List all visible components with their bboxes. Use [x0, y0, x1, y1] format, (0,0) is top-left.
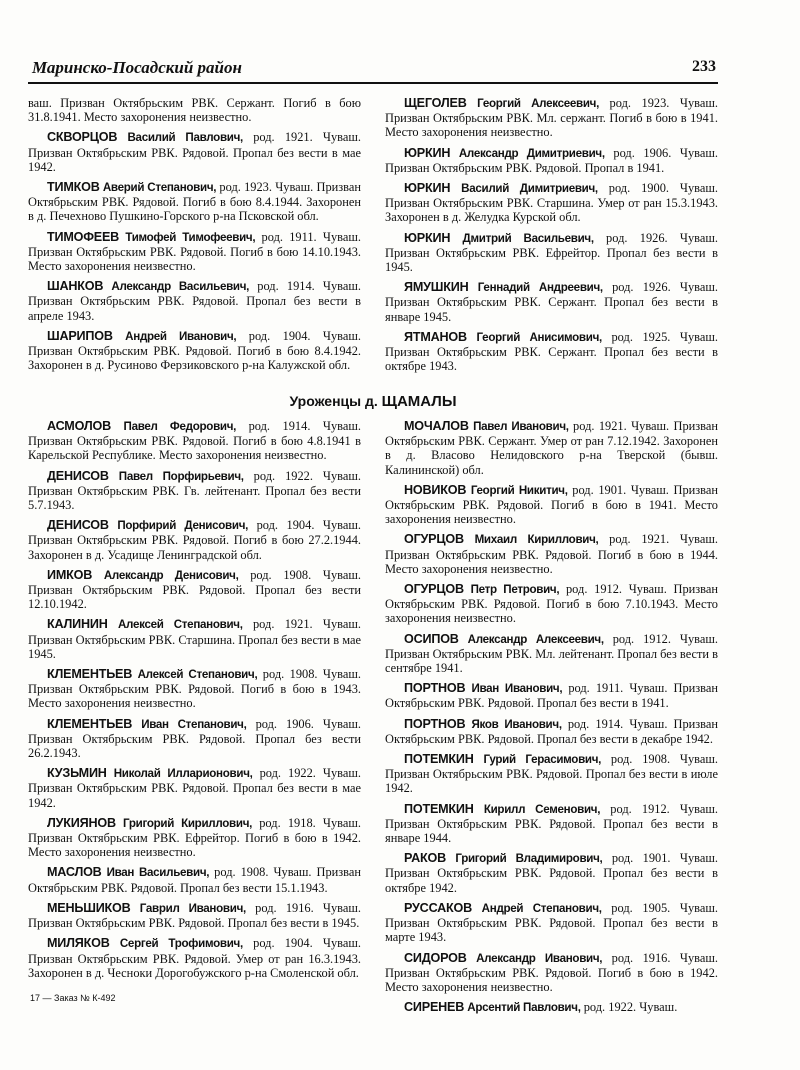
person-given-name: Павел Иванович, [473, 420, 569, 433]
person-details: род. 1904. Чуваш. Призван Октябрьским РВК. Рядовой. Умер от ран 16.3.1943. Захоронен в д. Чесноки Дорогобужского р-на Смоленской обл. [28, 936, 361, 980]
person-entry [385, 280, 718, 324]
print-order-note: 17 — Заказ № К-492 [30, 993, 116, 1003]
person-details: род. 1908. Чуваш. Призван Октябрьским РВК. Рядовой. Погиб в бою в 1943. Место захоронения неизвестно. [28, 667, 362, 711]
person-surname: ИМКОВ [47, 567, 93, 582]
person-entry [385, 483, 718, 527]
person-given-name: Николай Илларионович, [113, 767, 253, 781]
person-surname: ДЕНИСОВ [47, 468, 109, 483]
person-surname: КАЛИНИН [47, 617, 108, 632]
person-details: род. 1912. Чуваш. Призван Октябрьским РВК. Мл. лейтенант. Пропал без вести в сентябре 1941. [385, 631, 718, 676]
person-details: род. 1908. Чуваш. Призван Октябрьским РВК. Рядовой. Пропал без вести в июле 1942. [385, 752, 718, 796]
person-given-name: Аверий Степанович, [102, 181, 217, 195]
person-given-name: Арсентий Павлович, [467, 1001, 581, 1015]
bottom-left-column [28, 419, 361, 986]
person-details: род. 1922. Чуваш. Призван Октябрьским РВК. Гв. лейтенант. Пропал без вести 5.7.1943. [28, 468, 361, 513]
person-given-name: Андрей Иванович, [125, 329, 237, 343]
person-details: род. 1914. Чуваш. Призван Октябрьским РВК. Рядовой. Пропал без вести в декабре 1942. [385, 716, 719, 746]
person-details: род. 1912. Чуваш. Призван Октябрьским РВК. Рядовой. Пропал без вести в январе 1944. [385, 801, 718, 846]
person-details: род. 1916. Чуваш. Призван Октябрьским РВК. Рядовой. Пропал без вести в 1945. [28, 900, 361, 931]
person-surname: ПОТЕМКИН [404, 752, 474, 767]
person-details: род. 1922. Чуваш. Призван Октябрьским РВК. Рядовой. Пропал без вести в мае 1942. [28, 766, 361, 810]
person-entry [385, 181, 718, 225]
person-given-name: Александр Васильевич, [111, 280, 250, 294]
person-entry [385, 582, 718, 626]
person-given-name: Павел Порфирьевич, [118, 469, 244, 483]
person-given-name: Алексей Степанович, [137, 668, 258, 682]
person-given-name: Яков Иванович, [471, 717, 562, 731]
person-surname: ШАНКОВ [47, 279, 104, 294]
person-surname: ЯМУШКИН [404, 280, 469, 295]
person-entry [28, 667, 361, 711]
person-entry [28, 130, 361, 174]
person-surname: МИЛЯКОВ [47, 936, 110, 951]
person-surname: ЮРКИН [404, 230, 451, 245]
person-entry [385, 752, 718, 796]
person-surname: РУССАКОВ [404, 900, 473, 915]
person-details: род. 1901. Чуваш. Призван Октябрьским РВК. Рядовой. Пропал без вести в октябре 1942. [385, 851, 718, 895]
top-right-column [385, 96, 718, 379]
person-given-name: Порфирий Денисович, [117, 519, 249, 533]
person-entry [385, 681, 718, 710]
running-header [28, 58, 718, 84]
person-surname: ЯТМАНОВ [404, 329, 467, 344]
person-given-name: Василий Павлович, [127, 131, 243, 145]
person-surname: РАКОВ [404, 851, 446, 866]
person-entry [385, 231, 718, 275]
person-given-name: Геннадий Андреевич, [477, 281, 603, 295]
person-surname: ТИМКОВ [47, 180, 100, 195]
person-surname: МЕНЬШИКОВ [47, 900, 131, 915]
person-given-name: Григорий Владимирович, [455, 852, 603, 866]
person-entry [28, 766, 361, 810]
person-details: род. 1923. Чуваш. Призван Октябрьским РВК. Рядовой. Погиб в бою 8.4.1944. Захоронен в д. Печехново Пушкино-Горского р-на Псковской обл. [28, 180, 361, 224]
person-surname: МАСЛОВ [47, 865, 102, 880]
person-entry [385, 717, 718, 746]
person-given-name: Александр Алексеевич, [467, 632, 604, 646]
section-heading [28, 393, 718, 410]
person-surname: ОСИПОВ [404, 631, 459, 646]
person-details: род. 1912. Чуваш. Призван Октябрьским РВК. Рядовой. Погиб в бою 7.10.1943. Место захоронения неизвестно. [385, 582, 718, 626]
person-given-name: Александр Денисович, [103, 568, 239, 582]
person-entry [385, 1000, 718, 1015]
person-details: род. 1921. Чуваш. Призван Октябрьским РВК. Сержант. Умер от ран 7.12.1942. Захоронен в д. Власово Нелидовского р-на Тверской (бывш. Калининской) обл. [385, 419, 718, 477]
person-details: род. 1922. Чуваш. [580, 1000, 678, 1015]
person-details: род. 1921. Чуваш. Призван Октябрьским РВК. Рядовой. Погиб в бою в 1944. Место захоронения неизвестно. [385, 532, 718, 576]
person-surname: ШАРИПОВ [47, 328, 113, 343]
person-given-name: Иван Васильевич, [106, 866, 210, 880]
person-entry [28, 816, 361, 860]
person-entry [385, 532, 718, 576]
person-given-name: Георгий Алексеевич, [477, 97, 600, 110]
person-given-name: Дмитрий Васильевич, [462, 231, 594, 245]
person-surname: ПОТЕМКИН [404, 801, 474, 816]
person-surname: ОГУРЦОВ [404, 532, 464, 547]
person-entry [28, 230, 361, 274]
person-surname: НОВИКОВ [404, 482, 467, 497]
person-surname: СКВОРЦОВ [47, 130, 118, 145]
person-surname: ПОРТНОВ [404, 681, 466, 696]
person-entry [28, 568, 361, 612]
person-surname: КЛЕМЕНТЬЕВ [47, 716, 133, 731]
person-entry [385, 146, 718, 175]
person-given-name: Кирилл Семенович, [483, 802, 601, 816]
person-details: род. 1904. Чуваш. Призван Октябрьским РВК. Рядовой. Погиб в бою 8.4.1942. Захоронен в д. Русиново Ферзиковского р-на Калужской обл. [28, 328, 361, 373]
person-entry [28, 518, 361, 562]
person-details: ваш. Призван Октябрьским РВК. Сержант. Погиб в бою 31.8.1941. Место захоронения неизвестно. [28, 96, 361, 125]
person-given-name: Георгий Анисимович, [476, 330, 602, 344]
person-given-name: Гурий Герасимович, [483, 753, 602, 767]
person-entry [28, 279, 361, 323]
district-title: Маринско-Посадский район [32, 58, 242, 77]
person-entry [28, 329, 361, 373]
person-surname: КУЗЬМИН [47, 766, 107, 781]
person-surname: СИДОРОВ [404, 950, 467, 965]
person-surname: ТИМОФЕЕВ [47, 229, 120, 244]
person-surname: ЮРКИН [404, 145, 451, 160]
person-entry [28, 469, 361, 513]
person-details: род. 1908. Чуваш. Призван Октябрьским РВК. Рядовой. Пропал без вести 15.1.1943. [28, 865, 361, 895]
person-details: род. 1921. Чуваш. Призван Октябрьским РВК. Рядовой. Пропал без вести в мае 1942. [28, 130, 361, 174]
person-entry [385, 802, 718, 846]
person-given-name: Иван Иванович, [471, 682, 563, 696]
person-given-name: Георгий Никитич, [470, 483, 568, 497]
person-given-name: Василий Димитриевич, [461, 182, 598, 196]
person-entry [28, 865, 361, 894]
person-details: род. 1906. Чуваш. Призван Октябрьским РВК. Рядовой. Пропал в 1941. [385, 145, 718, 175]
person-details: род. 1923. Чуваш. Призван Октябрьским РВК. Мл. сержант. Погиб в бою в 1941. Место захоронения неизвестно. [385, 96, 718, 140]
person-surname: СИРЕНЕВ [404, 1000, 465, 1015]
person-surname: КЛЕМЕНТЬЕВ [47, 667, 133, 682]
person-given-name: Петр Петрович, [470, 583, 560, 597]
person-entry [385, 330, 718, 374]
person-details: род. 1914. Чуваш. Призван Октябрьским РВК. Рядовой. Погиб в бою 4.8.1941 в Карельской Республике. Место захоронения неизвестно. [28, 419, 361, 463]
person-details: род. 1921. Чуваш. Призван Октябрьским РВК. Старшина. Пропал без вести в мае 1945. [28, 617, 361, 661]
person-entry [28, 901, 361, 930]
person-given-name: Гаврил Иванович, [139, 901, 246, 915]
person-entry [28, 419, 361, 463]
person-surname: ЛУКИЯНОВ [47, 815, 116, 830]
person-details: род. 1905. Чуваш. Призван Октябрьским РВК. Рядовой. Пропал без вести в марте 1943. [385, 900, 718, 945]
person-details: род. 1916. Чуваш. Призван Октябрьским РВК. Рядовой. Погиб в бою в 1942. Место захоронения неизвестно. [385, 950, 718, 994]
person-entry [385, 96, 718, 140]
person-entry [28, 936, 361, 980]
person-entry [385, 419, 718, 477]
person-given-name: Александр Димитриевич, [458, 146, 605, 160]
person-entry [385, 632, 718, 676]
person-surname: ОГУРЦОВ [404, 582, 464, 597]
page-number: 233 [692, 58, 716, 75]
person-given-name: Иван Степанович, [141, 717, 247, 731]
person-surname: АСМОЛОВ [47, 419, 112, 433]
section-prefix: Уроженцы д. [289, 393, 378, 409]
person-surname: ЮРКИН [404, 181, 451, 196]
person-entry [28, 717, 361, 761]
person-entry [28, 180, 361, 224]
person-given-name: Андрей Степанович, [481, 901, 602, 915]
section-village-name: ЩАМАЛЫ [381, 393, 457, 410]
person-details: род. 1906. Чуваш. Призван Октябрьским РВК. Рядовой. Пропал без вести 26.2.1943. [28, 716, 362, 761]
person-given-name: Григорий Кириллович, [123, 816, 253, 830]
person-given-name: Сергей Трофимович, [119, 937, 243, 951]
person-given-name: Михаил Кириллович, [474, 533, 599, 547]
person-surname: ЩЕГОЛЕВ [404, 96, 467, 110]
person-details: род. 1926. Чуваш. Призван Октябрьским РВК. Сержант. Пропал без вести в январе 1945. [385, 280, 718, 324]
person-entry [28, 96, 361, 124]
person-entry [385, 851, 718, 895]
person-details: род. 1911. Чуваш. Призван Октябрьским РВК. Рядовой. Погиб в бою 14.10.1943. Место захоронения неизвестно. [28, 229, 361, 274]
person-surname: ДЕНИСОВ [47, 518, 109, 533]
person-given-name: Александр Иванович, [476, 951, 603, 965]
person-entry [385, 951, 718, 995]
person-details: род. 1904. Чуваш. Призван Октябрьским РВК. Рядовой. Погиб в бою 27.2.1944. Захоронен в д. Усадище Ленинградской обл. [28, 518, 361, 562]
person-details: род. 1914. Чуваш. Призван Октябрьским РВК. Рядовой. Пропал без вести в апреле 1943. [28, 279, 361, 323]
person-given-name: Алексей Степанович, [117, 618, 243, 632]
person-details: род. 1901. Чуваш. Призван Октябрьским РВК. Рядовой. Погиб в бою в 1941. Место захоронения неизвестно. [385, 482, 718, 527]
person-surname: ПОРТНОВ [404, 716, 466, 731]
top-left-column [28, 96, 361, 378]
person-details: род. 1911. Чуваш. Призван Октябрьским РВК. Рядовой. Пропал без вести в 1941. [385, 681, 718, 711]
person-given-name: Тимофей Тимофеевич, [125, 230, 256, 244]
person-details: род. 1918. Чуваш. Призван Октябрьским РВК. Ефрейтор. Погиб в бою в 1942. Место захоронения неизвестно. [28, 815, 361, 860]
bottom-right-column [385, 419, 718, 1021]
person-details: род. 1908. Чуваш. Призван Октябрьским РВК. Рядовой. Пропал без вести 12.10.1942. [28, 567, 361, 612]
book-page [28, 50, 718, 1060]
person-details: род. 1925. Чуваш. Призван Октябрьским РВК. Сержант. Пропал без вести в октябре 1943. [385, 329, 718, 374]
person-entry [28, 617, 361, 661]
person-surname: МОЧАЛОВ [404, 419, 469, 433]
person-given-name: Павел Федорович, [123, 420, 237, 433]
person-details: род. 1926. Чуваш. Призван Октябрьским РВК. Ефрейтор. Пропал без вести в 1945. [385, 230, 718, 275]
person-entry [385, 901, 718, 945]
person-details: род. 1900. Чуваш. Призван Октябрьским РВК. Старшина. Умер от ран 15.3.1943. Захоронен в д. Желудка Курской обл. [385, 181, 718, 225]
